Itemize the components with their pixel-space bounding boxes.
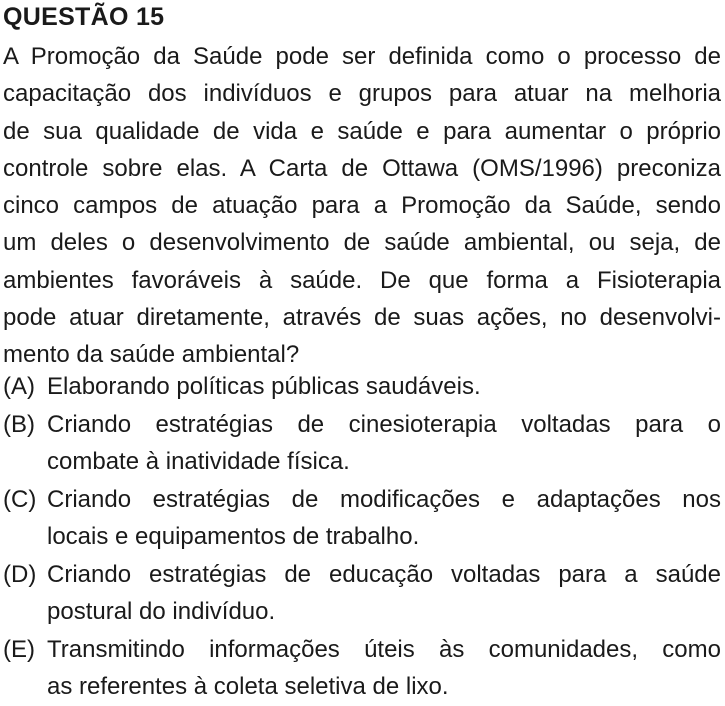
option-letter: (D)	[3, 561, 37, 588]
question-stem	[3, 38, 721, 374]
stem-line: controle sobre elas. A Carta de Ottawa (OMS/1996) preconiza	[3, 154, 721, 182]
option-line: Criando estratégias de educação voltadas para a saúde	[47, 561, 721, 588]
option-c[interactable]	[3, 481, 721, 555]
option-letter: (C)	[3, 486, 37, 513]
option-line: Transmitindo informações úteis às comunidades, como	[47, 636, 721, 663]
option-line: combate à inatividade física.	[47, 448, 350, 475]
stem-line: de sua qualidade de vida e saúde e para aumentar o próprio	[3, 117, 721, 145]
stem-line: ambientes favoráveis à saúde. De que forma a Fisioterapia	[3, 266, 721, 294]
stem-line: um deles o desenvolvimento de saúde ambiental, ou seja, de	[3, 229, 721, 257]
option-text	[47, 481, 721, 555]
answer-options	[3, 368, 721, 706]
option-line: as referentes à coleta seletiva de lixo.	[47, 673, 449, 700]
stem-line: mento da saúde ambiental?	[3, 341, 300, 369]
stem-line: A Promoção da Saúde pode ser definida como o processo de	[3, 43, 721, 70]
option-text	[47, 631, 721, 705]
option-line: Elaborando políticas públicas saudáveis.	[47, 373, 481, 400]
option-line: Criando estratégias de modificações e adaptações nos	[47, 486, 721, 513]
option-text	[47, 556, 721, 630]
stem-line: capacitação dos indivíduos e grupos para atuar na melhoria	[3, 80, 721, 108]
option-letter: (E)	[3, 636, 35, 663]
option-a[interactable]	[3, 368, 721, 405]
option-text	[47, 368, 721, 405]
option-line: locais e equipamentos de trabalho.	[47, 523, 420, 550]
stem-line: cinco campos de atuação para a Promoção da Saúde, sendo	[3, 192, 721, 220]
option-letter: (A)	[3, 373, 35, 400]
option-b[interactable]	[3, 406, 721, 480]
option-d[interactable]	[3, 556, 721, 630]
question-title: QUESTÃO 15	[3, 3, 165, 31]
option-text	[47, 406, 721, 480]
option-e[interactable]	[3, 631, 721, 705]
stem-line: pode atuar diretamente, através de suas ações, no desenvolvi-	[3, 304, 721, 332]
option-letter: (B)	[3, 411, 35, 438]
option-line: postural do indivíduo.	[47, 598, 276, 625]
option-line: Criando estratégias de cinesioterapia voltadas para o	[47, 411, 721, 438]
